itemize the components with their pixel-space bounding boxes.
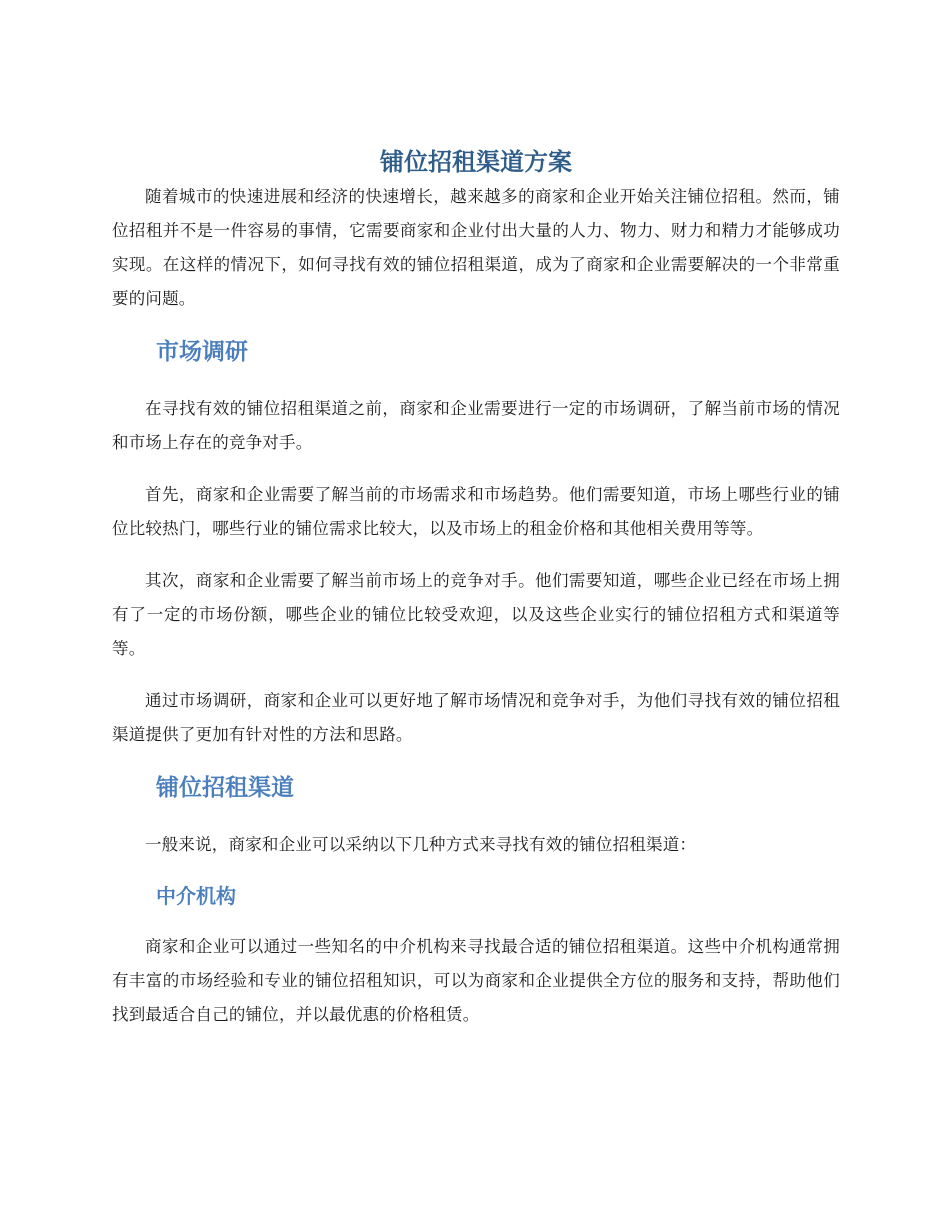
section-heading-market-research: 市场调研 bbox=[156, 339, 248, 365]
subsection-heading-agency: 中介机构 bbox=[156, 884, 236, 908]
document-title: 铺位招租渠道方案 bbox=[380, 148, 572, 176]
market-research-paragraph-2: 首先，商家和企业需要了解当前的市场需求和市场趋势。他们需要知道，市场上哪些行业的铺位比较热门，哪些行业的铺位需求比较大，以及市场上的租金价格和其他相关费用等等。 bbox=[112, 485, 840, 538]
agency-paragraph: 商家和企业可以通过一些知名的中介机构来寻找最合适的铺位招租渠道。这些中介机构通常拥有丰富的市场经验和专业的铺位招租知识，可以为商家和企业提供全方位的服务和支持，帮助他们找到最适合自己的铺位，并以最优惠的价格租赁。 bbox=[112, 937, 840, 1024]
market-research-paragraph-3: 其次，商家和企业需要了解当前市场上的竞争对手。他们需要知道，哪些企业已经在市场上拥有了一定的市场份额，哪些企业的铺位比较受欢迎，以及这些企业实行的铺位招租方式和渠道等等。 bbox=[112, 571, 840, 658]
intro-paragraph: 随着城市的快速进展和经济的快速增长，越来越多的商家和企业开始关注铺位招租。然而，铺位招租并不是一件容易的事情，它需要商家和企业付出大量的人力、物力、财力和精力才能够成功实现。在这样的情况下，如何寻找有效的铺位招租渠道，成为了商家和企业需要解决的一个非常重要的问题。 bbox=[112, 187, 840, 308]
leasing-channels-intro: 一般来说，商家和企业可以采纳以下几种方式来寻找有效的铺位招租渠道： bbox=[145, 835, 697, 854]
section-heading-leasing-channels: 铺位招租渠道 bbox=[156, 775, 294, 801]
document-body bbox=[112, 144, 840, 1032]
market-research-paragraph-4: 通过市场调研，商家和企业可以更好地了解市场情况和竞争对手，为他们寻找有效的铺位招租渠道提供了更加有针对性的方法和思路。 bbox=[112, 691, 840, 744]
market-research-paragraph-1: 在寻找有效的铺位招租渠道之前，商家和企业需要进行一定的市场调研，了解当前市场的情况和市场上存在的竞争对手。 bbox=[112, 399, 840, 452]
